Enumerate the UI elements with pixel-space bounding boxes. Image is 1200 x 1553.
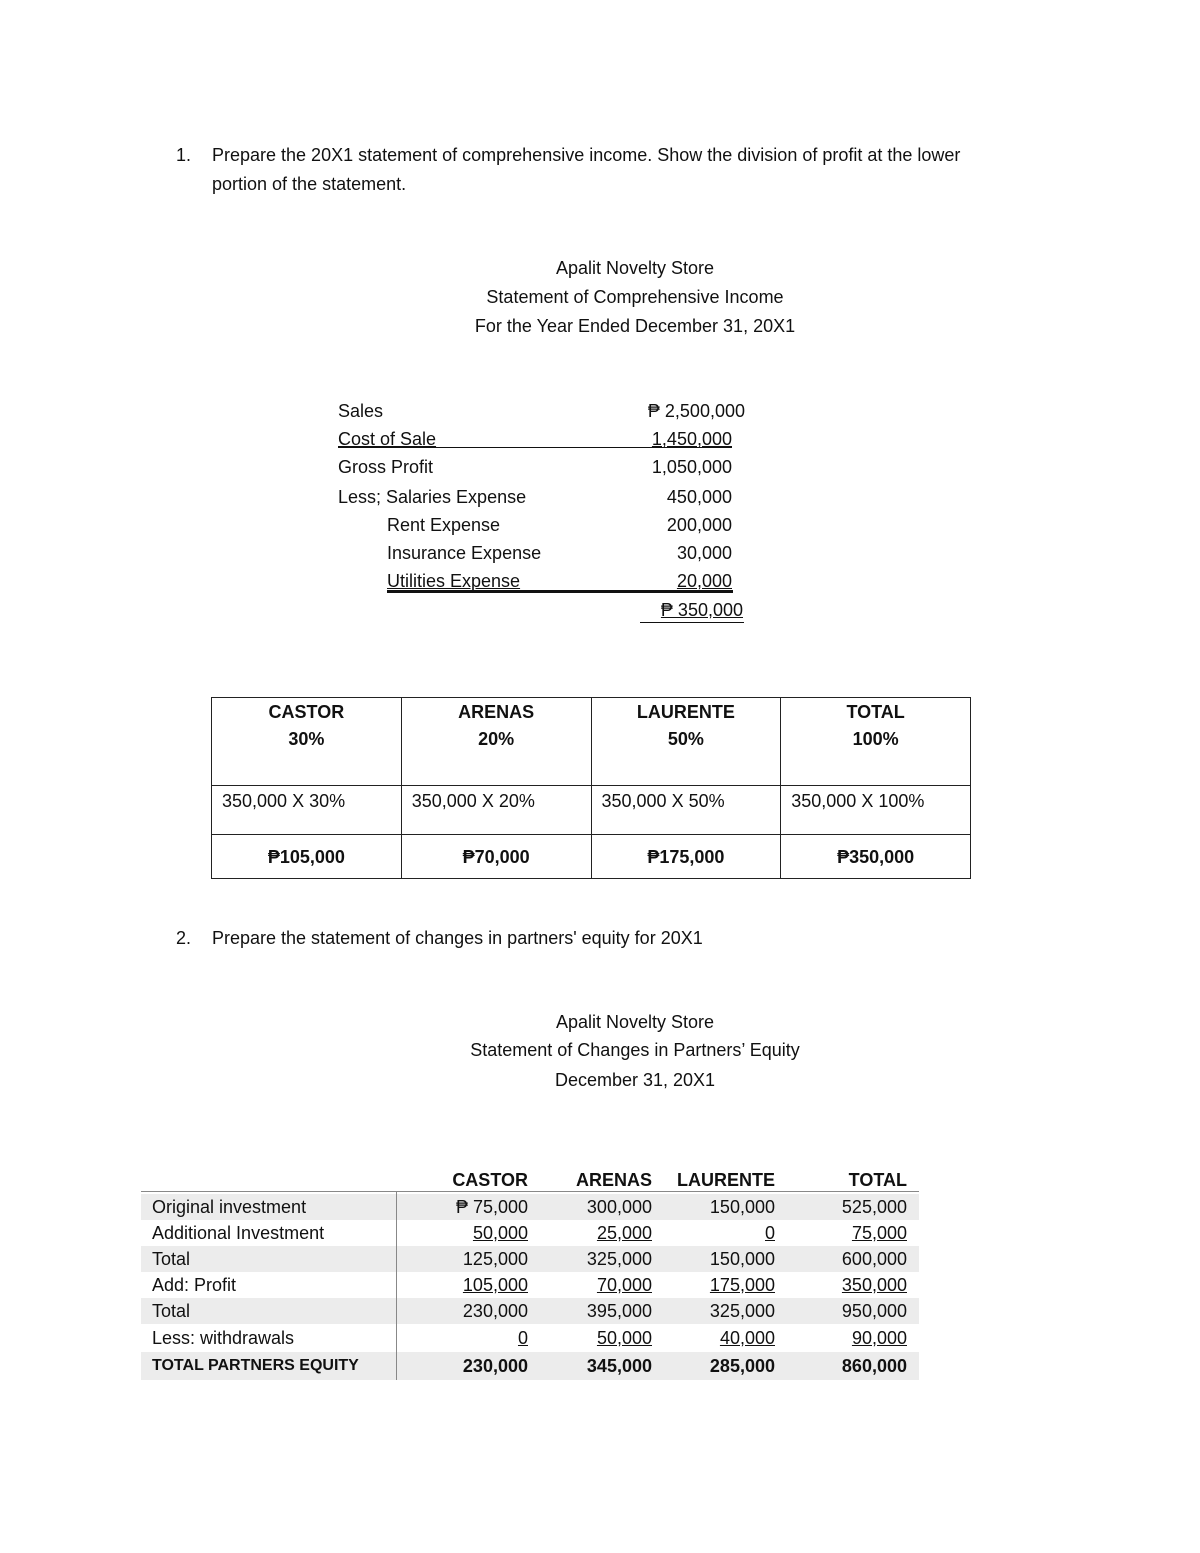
partner-header-total	[781, 698, 971, 786]
cell-laurente: 150,000	[709, 1249, 775, 1269]
row-amount-salaries: 450,000	[666, 487, 732, 507]
share-arenas: ₱70,000	[401, 835, 591, 879]
partner-header-laurente	[591, 698, 781, 786]
cell-laurente: 175,000	[709, 1275, 775, 1295]
table-row	[141, 1298, 919, 1324]
row-amount-net-profit: ₱ 350,000	[660, 600, 743, 620]
row-label: Original investment	[152, 1197, 307, 1217]
row-amount-rent: 200,000	[666, 515, 732, 535]
question-text-line-2: portion of the statement.	[212, 174, 407, 194]
cell-arenas: 70,000	[596, 1275, 652, 1295]
question-number: 2.	[176, 928, 192, 948]
cell-laurente: 150,000	[709, 1197, 775, 1217]
row-label-gross-profit: Gross Profit	[338, 457, 434, 477]
cell-castor: 0	[517, 1328, 528, 1348]
row-label: Total	[152, 1249, 191, 1269]
cost-of-sale-underline	[338, 447, 732, 448]
table-formula-row	[212, 786, 971, 835]
share-total: ₱350,000	[781, 835, 971, 879]
cell-total: 525,000	[841, 1197, 907, 1217]
col-header-castor: CASTOR	[452, 1170, 528, 1190]
row-label-insurance: Insurance Expense	[387, 543, 542, 563]
row-amount-gross-profit: 1,050,000	[651, 457, 732, 477]
cell-castor: 125,000	[462, 1249, 528, 1269]
col-header-total: TOTAL	[848, 1170, 907, 1190]
table-row	[141, 1246, 919, 1272]
question-1	[176, 141, 1056, 199]
cell-castor: 230,000	[462, 1356, 528, 1376]
cell-laurente: 40,000	[719, 1328, 775, 1348]
profit-division-table	[211, 697, 971, 879]
question-number: 1.	[176, 145, 192, 165]
row-amount-cost-of-sale: 1,450,000	[651, 429, 732, 449]
expenses-underline	[387, 590, 733, 593]
share-castor: ₱105,000	[212, 835, 402, 879]
cell-total: 75,000	[851, 1223, 907, 1243]
row-label: Total	[152, 1301, 191, 1321]
partner-header-arenas	[401, 698, 591, 786]
income-statement-company: Apalit Novelty Store	[555, 258, 715, 278]
question-text-line-1: Prepare the 20X1 statement of comprehensive income. Show the division of profit at the lower	[212, 145, 961, 165]
cell-arenas: 25,000	[596, 1223, 652, 1243]
equity-statement-title: Statement of Changes in Partners’ Equity	[470, 1040, 800, 1060]
cell-total: 600,000	[841, 1249, 907, 1269]
cell-castor: 105,000	[462, 1275, 528, 1295]
partner-ratio: 50%	[667, 729, 704, 749]
cell-arenas: 325,000	[586, 1249, 652, 1269]
partner-name: ARENAS	[458, 702, 535, 722]
header-rule	[141, 1191, 919, 1192]
question-2	[176, 924, 1056, 953]
cell-laurente: 285,000	[709, 1356, 775, 1376]
row-label: Less: withdrawals	[152, 1328, 295, 1348]
row-label-sales: Sales	[338, 401, 384, 421]
row-label: TOTAL PARTNERS EQUITY	[152, 1357, 359, 1374]
table-row-total	[141, 1352, 919, 1380]
partner-ratio: 20%	[478, 729, 515, 749]
table-row	[141, 1220, 919, 1246]
row-amount-insurance: 30,000	[676, 543, 732, 563]
row-label-utilities: Utilities Expense	[387, 571, 521, 591]
cell-castor: 50,000	[472, 1223, 528, 1243]
table-result-row	[212, 835, 971, 879]
cell-castor: ₱ 75,000	[455, 1197, 528, 1217]
cell-laurente: 325,000	[709, 1301, 775, 1321]
equity-statement-period: December 31, 20X1	[554, 1070, 716, 1090]
cell-total: 950,000	[841, 1301, 907, 1321]
equity-header-row	[141, 1166, 921, 1194]
net-profit-double-underline	[640, 622, 744, 623]
formula-laurente: 350,000 X 50%	[591, 786, 781, 835]
cell-laurente: 0	[764, 1223, 775, 1243]
table-row	[141, 1194, 919, 1220]
income-statement-period: For the Year Ended December 31, 20X1	[474, 316, 796, 336]
partner-name: CASTOR	[268, 702, 345, 722]
row-amount-utilities: 20,000	[676, 571, 732, 591]
col-header-arenas: ARENAS	[575, 1170, 652, 1190]
partner-header-castor	[212, 698, 402, 786]
cell-arenas: 345,000	[586, 1356, 652, 1376]
cell-total: 90,000	[851, 1328, 907, 1348]
row-label: Additional Investment	[152, 1223, 325, 1243]
question-text-line-1: Prepare the statement of changes in partners' equity for 20X1	[212, 928, 703, 948]
partner-name: LAURENTE	[636, 702, 735, 722]
row-label-cost-of-sale: Cost of Sale	[338, 429, 437, 449]
cell-total: 860,000	[841, 1356, 907, 1376]
table-header-row	[212, 698, 971, 786]
partner-name: TOTAL	[846, 702, 905, 722]
share-laurente: ₱175,000	[591, 835, 781, 879]
partner-ratio: 30%	[288, 729, 325, 749]
row-label-salaries: Less; Salaries Expense	[338, 487, 527, 507]
label-column-divider	[396, 1192, 397, 1380]
row-label: Add: Profit	[152, 1275, 237, 1295]
table-row	[141, 1325, 919, 1351]
cell-arenas: 395,000	[586, 1301, 652, 1321]
cell-total: 350,000	[841, 1275, 907, 1295]
equity-statement-company: Apalit Novelty Store	[555, 1012, 715, 1032]
cell-arenas: 300,000	[586, 1197, 652, 1217]
income-statement-title: Statement of Comprehensive Income	[486, 287, 784, 307]
cell-castor: 230,000	[462, 1301, 528, 1321]
partner-ratio: 100%	[852, 729, 899, 749]
formula-total: 350,000 X 100%	[781, 786, 971, 835]
col-header-laurente: LAURENTE	[677, 1170, 775, 1190]
table-row	[141, 1272, 919, 1298]
formula-castor: 350,000 X 30%	[212, 786, 402, 835]
row-label-rent: Rent Expense	[387, 515, 501, 535]
cell-arenas: 50,000	[596, 1328, 652, 1348]
formula-arenas: 350,000 X 20%	[401, 786, 591, 835]
row-amount-sales: ₱ 2,500,000	[647, 401, 745, 421]
